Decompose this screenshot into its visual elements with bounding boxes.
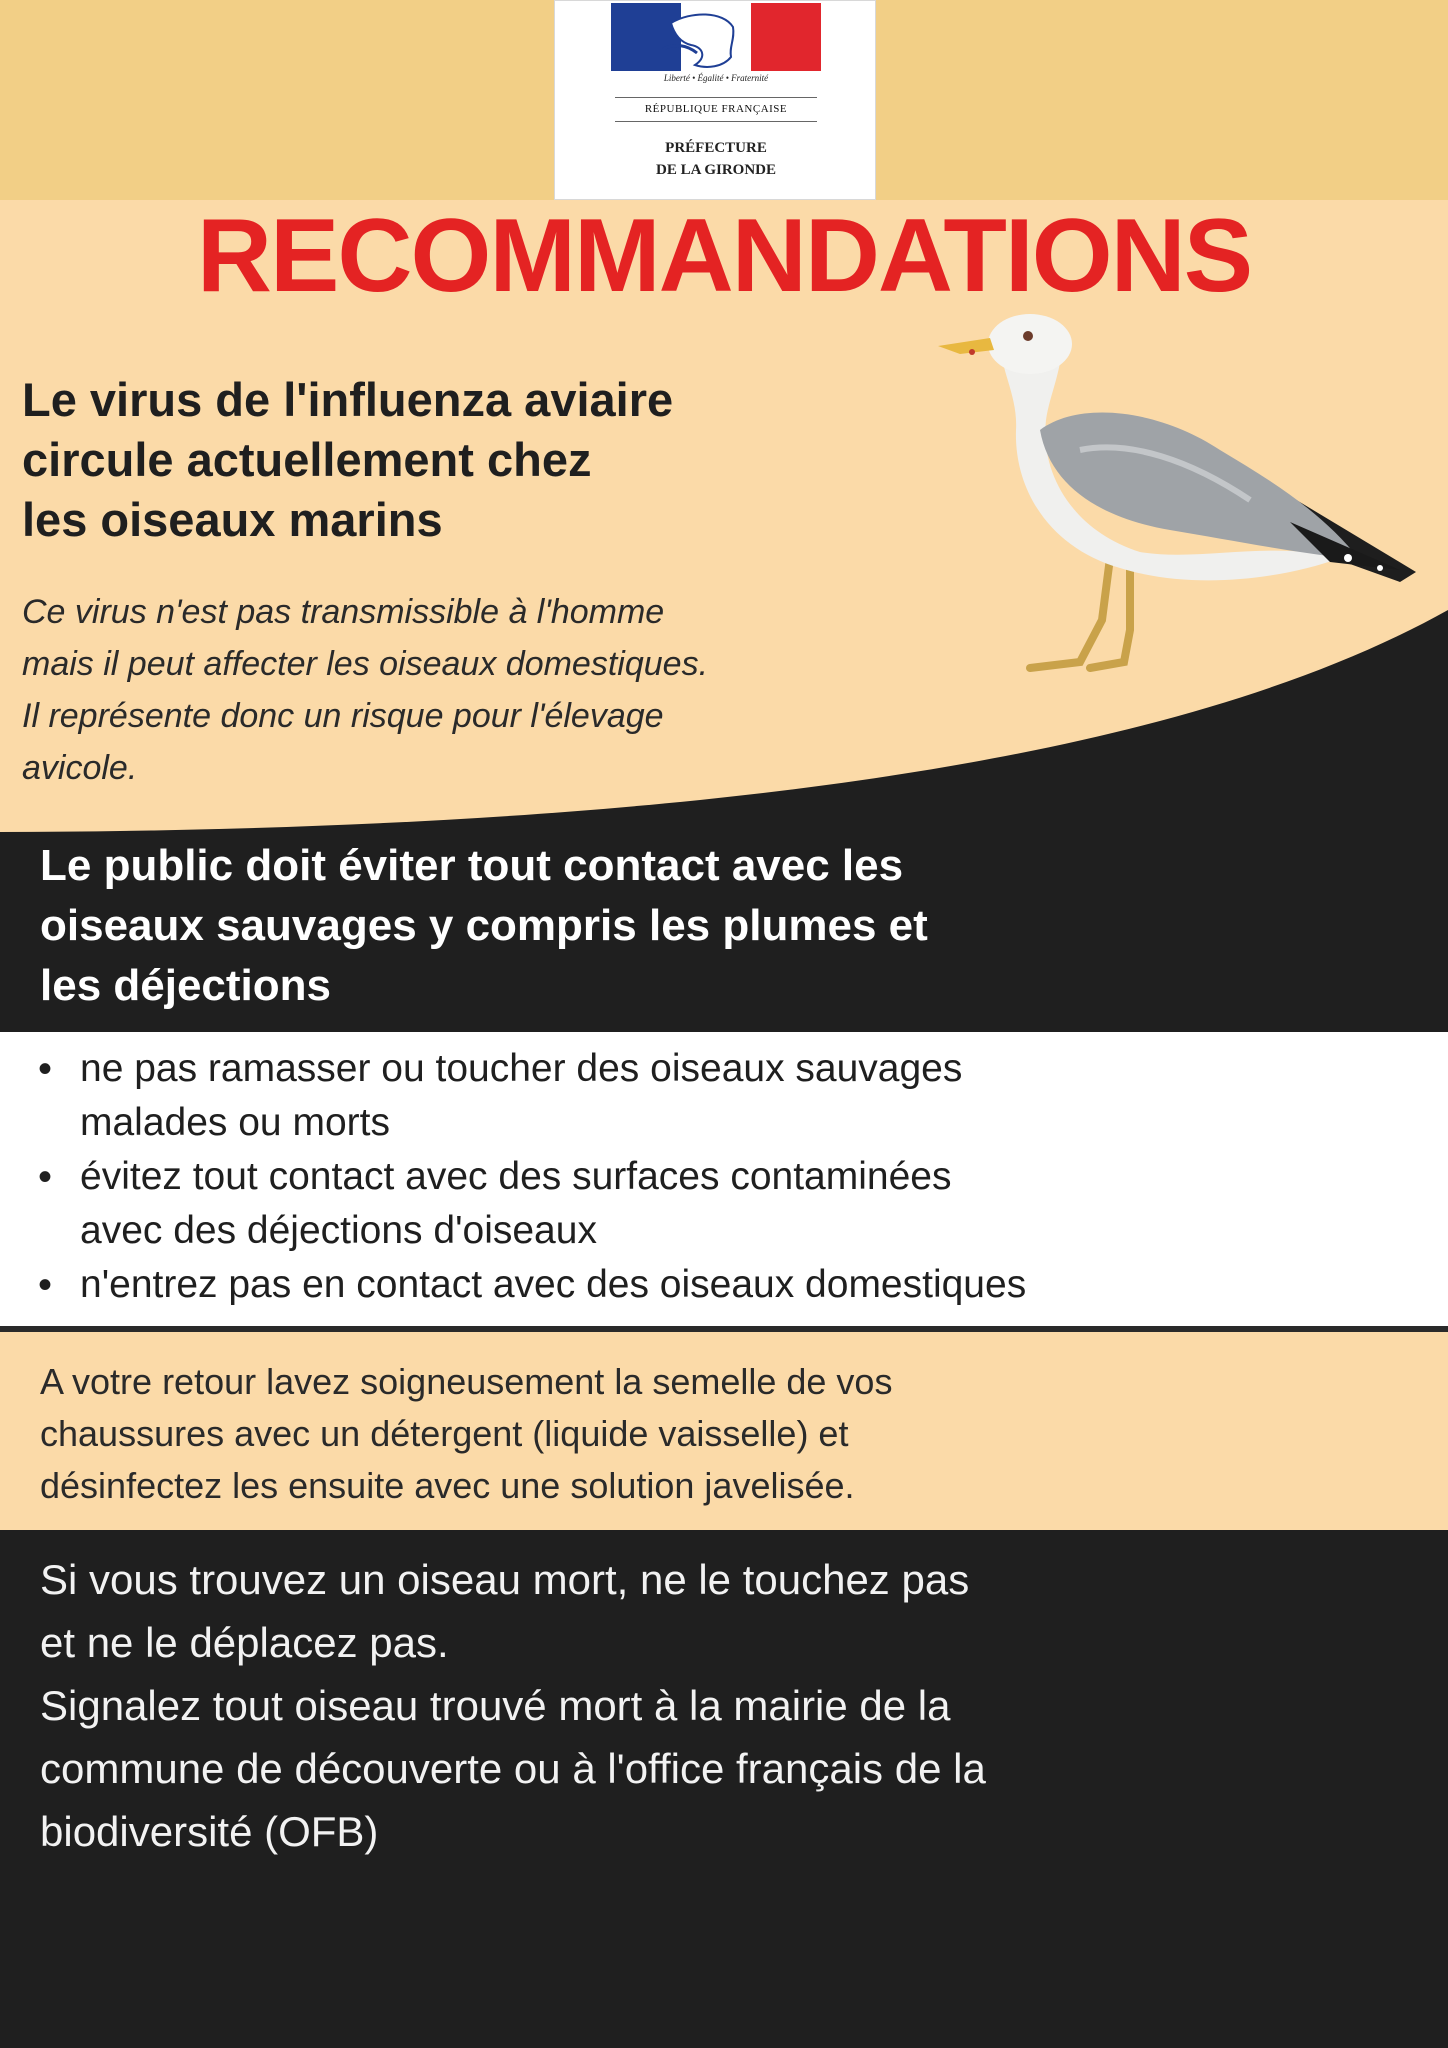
headline-line: les oiseaux marins: [22, 493, 443, 546]
list-item-line: ne pas ramasser ou toucher des oiseaux sauvages: [80, 1047, 963, 1090]
dead-bird-line: commune de découverte ou à l'office français de la: [40, 1745, 986, 1792]
logo-republic: RÉPUBLIQUE FRANÇAISE: [644, 103, 788, 115]
list-item-line: n'entrez pas en contact avec des oiseaux domestiques: [80, 1263, 1027, 1306]
intro-line: Ce virus n'est pas transmissible à l'homme: [22, 593, 665, 631]
intro-line: mais il peut affecter les oiseaux domestiques.: [22, 645, 709, 683]
list-item-line: avec des déjections d'oiseaux: [80, 1209, 597, 1252]
marianne-flag-icon: [611, 3, 821, 71]
logo-prefecture: [555, 137, 877, 181]
logo-divider: [615, 121, 817, 122]
wash-line: A votre retour lavez soigneusement la semelle de vos: [40, 1361, 893, 1402]
list-item-line: évitez tout contact avec des surfaces contaminées: [80, 1155, 952, 1198]
headline-line: Le virus de l'influenza aviaire: [22, 373, 674, 426]
intro-line: avicole.: [22, 749, 138, 787]
dead-bird-line: Signalez tout oiseau trouvé mort à la mairie de la: [40, 1682, 951, 1729]
prefecture-logo: [554, 0, 876, 200]
dead-bird-line: biodiversité (OFB): [40, 1808, 379, 1855]
dead-bird-line: Si vous trouvez un oiseau mort, ne le touchez pas: [40, 1556, 970, 1603]
logo-prefecture-line1: PRÉFECTURE: [665, 140, 767, 156]
wash-line: chaussures avec un détergent (liquide vaisselle) et: [40, 1413, 849, 1454]
recommendations-list: [28, 1042, 1448, 1312]
wash-instructions: [40, 1356, 1420, 1512]
public-line: les déjections: [40, 961, 332, 1010]
list-item: [28, 1258, 1448, 1312]
page-title: RECOMMANDATIONS: [196, 198, 1252, 314]
list-item-line: malades ou morts: [80, 1101, 390, 1144]
intro-line: Il représente donc un risque pour l'élevage: [22, 697, 664, 735]
logo-motto: Liberté • Égalité • Fraternité: [663, 73, 769, 83]
headline: [22, 370, 1002, 550]
logo-prefecture-line2: DE LA GIRONDE: [655, 162, 777, 178]
list-item: [28, 1150, 1448, 1258]
list-item: [28, 1042, 1448, 1150]
intro-text: [22, 586, 1042, 794]
public-line: oiseaux sauvages y compris les plumes et: [40, 901, 928, 950]
wash-line: désinfectez les ensuite avec une solution javelisée.: [40, 1465, 855, 1506]
public-notice: [40, 836, 1420, 1016]
public-line: Le public doit éviter tout contact avec les: [40, 841, 904, 890]
headline-line: circule actuellement chez: [22, 433, 592, 486]
logo-divider: [615, 97, 817, 98]
dead-bird-instructions: [40, 1548, 1430, 1863]
dead-bird-line: et ne le déplacez pas.: [40, 1619, 449, 1666]
